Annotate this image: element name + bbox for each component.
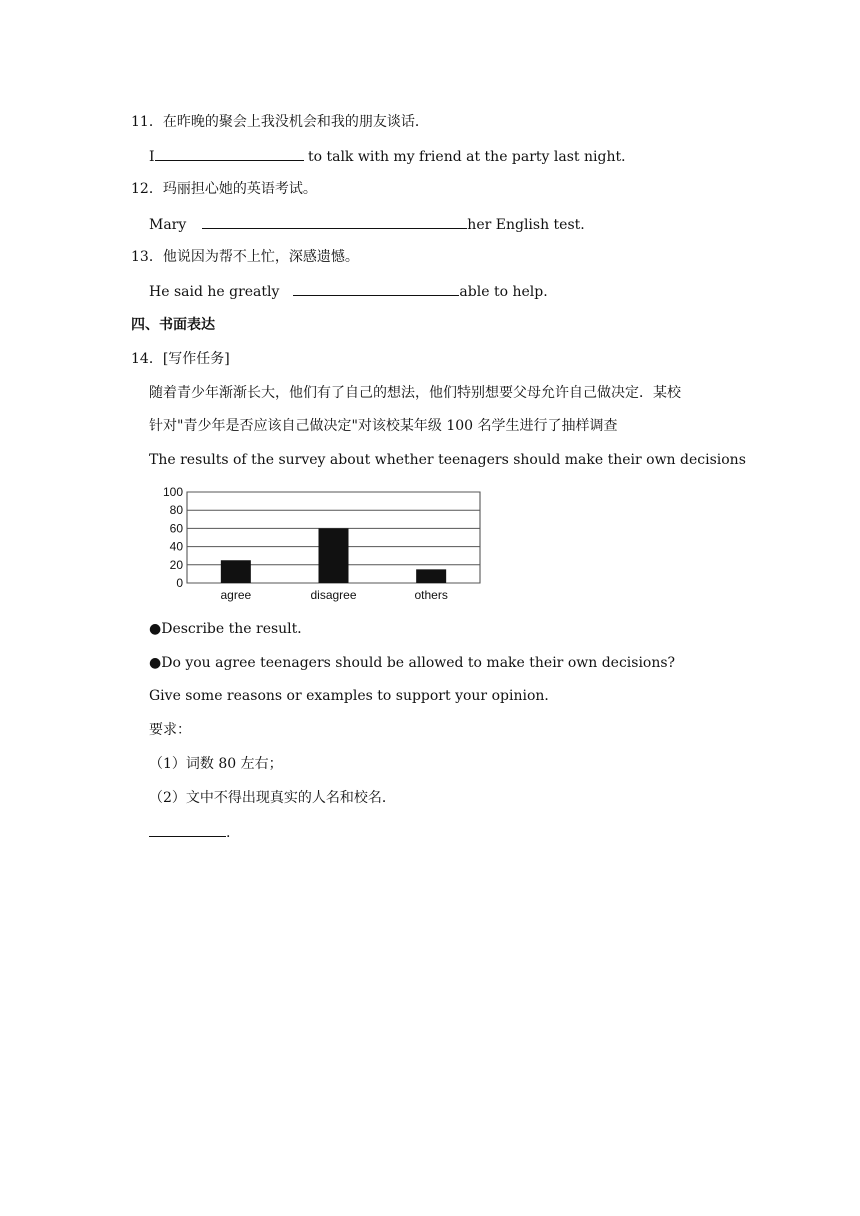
chart-y-ticks <box>163 485 183 590</box>
x-tick-label-disagree: disagree <box>310 588 357 602</box>
question-12-chinese: 玛丽担心她的英语考试。 <box>162 181 317 197</box>
bar-agree <box>221 560 251 583</box>
writing-answer-end: . <box>226 825 231 841</box>
bar-others <box>416 569 446 583</box>
requirement-1: （1）词数 80 左右； <box>149 756 283 772</box>
question-11-chinese: 在昨晚的聚会上我没机会和我的朋友谈话． <box>162 114 429 130</box>
requirement-2: （2）文中不得出现真实的人名和校名． <box>149 790 396 806</box>
question-12-blank[interactable] <box>202 215 467 229</box>
question-13-number: 13． <box>131 249 163 265</box>
question-12-number: 12． <box>131 181 163 197</box>
question-13 <box>131 248 359 266</box>
bullet-describe: ●Describe the result． <box>149 621 312 637</box>
support-instruction: Give some reasons or examples to support your opinion． <box>149 688 559 704</box>
question-14 <box>131 350 230 368</box>
q14-intro-line2: 针对"青少年是否应该自己做决定"对该校某年级 100 名学生进行了抽样调查 <box>149 418 618 434</box>
question-14-tag: [写作任务] <box>162 351 230 367</box>
chart-caption: The results of the survey about whether teenagers should make their own decisions <box>149 452 746 468</box>
survey-bar-chart <box>150 482 490 607</box>
x-tick-label-agree: agree <box>220 588 252 602</box>
question-13-suffix: able to help. <box>459 284 548 300</box>
bullet-agree-question: ●Do you agree teenagers should be allowed to make their own decisions? <box>149 655 676 671</box>
y-tick-label-60: 60 <box>169 521 183 536</box>
requirements-title: 要求： <box>149 722 191 738</box>
y-tick-label-100: 100 <box>162 485 183 499</box>
question-13-chinese: 他说因为帮不上忙，深感遗憾。 <box>162 249 359 265</box>
question-11-number: 11． <box>131 114 163 130</box>
section-title: 四、书面表达 <box>131 317 215 333</box>
y-tick-label-40: 40 <box>169 539 183 554</box>
question-12-answer <box>149 215 585 234</box>
question-11-answer <box>149 147 635 166</box>
question-13-prefix: He said he greatly <box>149 284 280 300</box>
x-tick-label-others: others <box>414 588 448 602</box>
q14-intro-line1: 随着青少年渐渐长大，他们有了自己的想法，他们特别想要父母允许自己做决定．某校 <box>149 385 681 401</box>
writing-answer-blank[interactable] <box>149 823 226 837</box>
chart-x-labels <box>220 588 447 602</box>
y-tick-label-20: 20 <box>169 557 183 572</box>
question-11 <box>131 113 429 131</box>
y-tick-label-80: 80 <box>169 503 183 518</box>
question-14-number: 14． <box>131 351 163 367</box>
question-12-suffix: her English test. <box>467 217 585 233</box>
y-tick-label-0: 0 <box>176 576 183 590</box>
chart-bars <box>221 528 446 583</box>
bar-disagree <box>319 528 349 583</box>
question-11-blank[interactable] <box>155 147 304 161</box>
question-12-prefix: Mary <box>149 217 187 233</box>
question-12 <box>131 180 317 198</box>
question-11-prefix: I <box>149 149 155 165</box>
question-13-answer <box>149 282 548 301</box>
writing-answer <box>149 823 230 842</box>
question-11-suffix: to talk with my friend at the party last night． <box>303 149 636 165</box>
question-13-blank[interactable] <box>293 282 459 296</box>
